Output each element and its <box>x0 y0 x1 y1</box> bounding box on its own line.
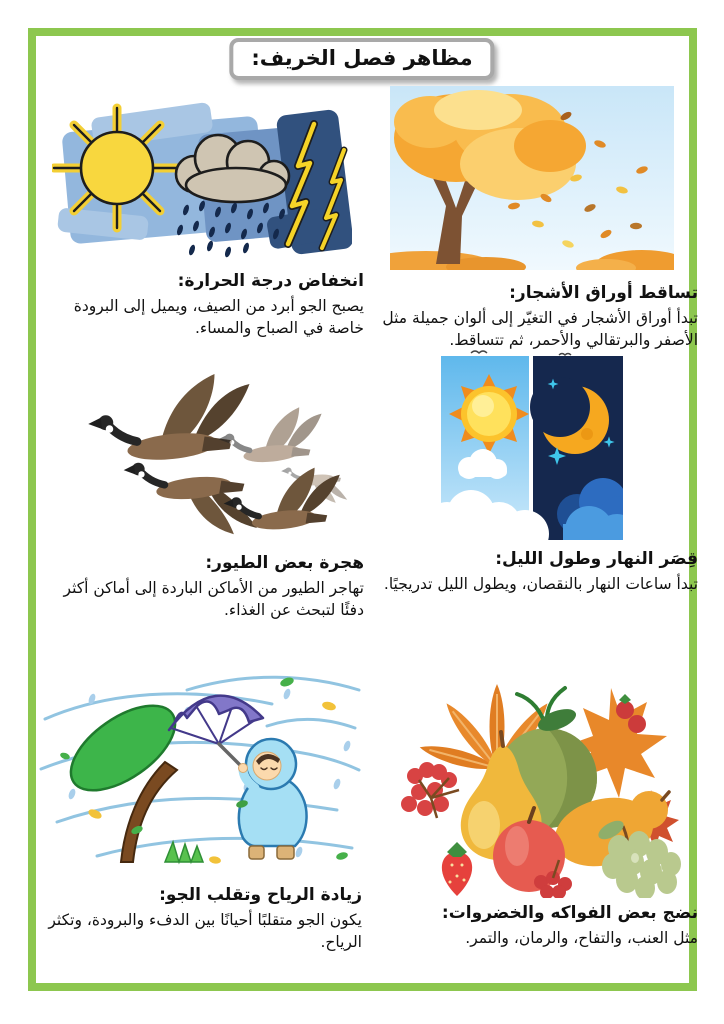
section-fruit-ripening <box>366 648 698 949</box>
section-temperature-drop <box>40 90 364 340</box>
section-body: يصبح الجو أبرد من الصيف، ويميل إلى البرودة خاصة في الصباح والمساء. <box>73 296 364 338</box>
windy-person-image <box>37 664 361 878</box>
migrating-geese-image <box>54 360 350 546</box>
section-body: تبدأ ساعات النهار بالنقصان، ويطول الليل تدريجيًا. <box>383 574 698 593</box>
section-heading: نضج بعض الفواكه والخضروات: <box>441 903 698 923</box>
autumn-fruits-image <box>379 650 685 898</box>
geese-illustration <box>40 358 364 546</box>
section-body: تبدأ أوراق الأشجار في التغيّر إلى ألوان جميلة مثل الأصفر والبرتقالي والأحمر، ثم تتساقط. <box>382 308 698 350</box>
section-wind-increase <box>36 664 362 954</box>
section-heading: قِصَر النهار وطول الليل: <box>495 549 698 569</box>
section-shorter-days <box>366 350 698 595</box>
section-body: تهاجر الطيور من الأماكن الباردة إلى أماكن أكثر دفئًا لتبحث عن الغذاء. <box>63 578 364 620</box>
windy-illustration <box>36 664 362 878</box>
day-night-illustration <box>366 350 698 540</box>
section-heading: انخفاض درجة الحرارة: <box>177 271 364 291</box>
autumn-tree-image <box>390 86 674 270</box>
fruits-illustration <box>366 648 698 898</box>
section-body: يكون الجو متقلبًا أحيانًا بين الدفء والبرودة، وتكثر الرياح. <box>48 910 362 952</box>
day-night-image <box>441 350 623 540</box>
section-bird-migration <box>40 358 364 622</box>
page-title: مظاهر فصل الخريف: <box>229 38 494 80</box>
sun-rain-lightning-image <box>52 90 352 268</box>
section-heading: هجرة بعض الطيور: <box>205 553 364 573</box>
section-body: مثل العنب، والتفاح، والرمان، والتمر. <box>465 928 698 947</box>
section-heading: زيادة الرياح وتقلب الجو: <box>159 885 362 905</box>
section-heading: تساقط أوراق الأشجار: <box>509 283 698 303</box>
autumn-tree-illustration <box>366 86 698 270</box>
weather-illustration <box>40 90 364 268</box>
section-leaf-fall <box>366 86 698 352</box>
